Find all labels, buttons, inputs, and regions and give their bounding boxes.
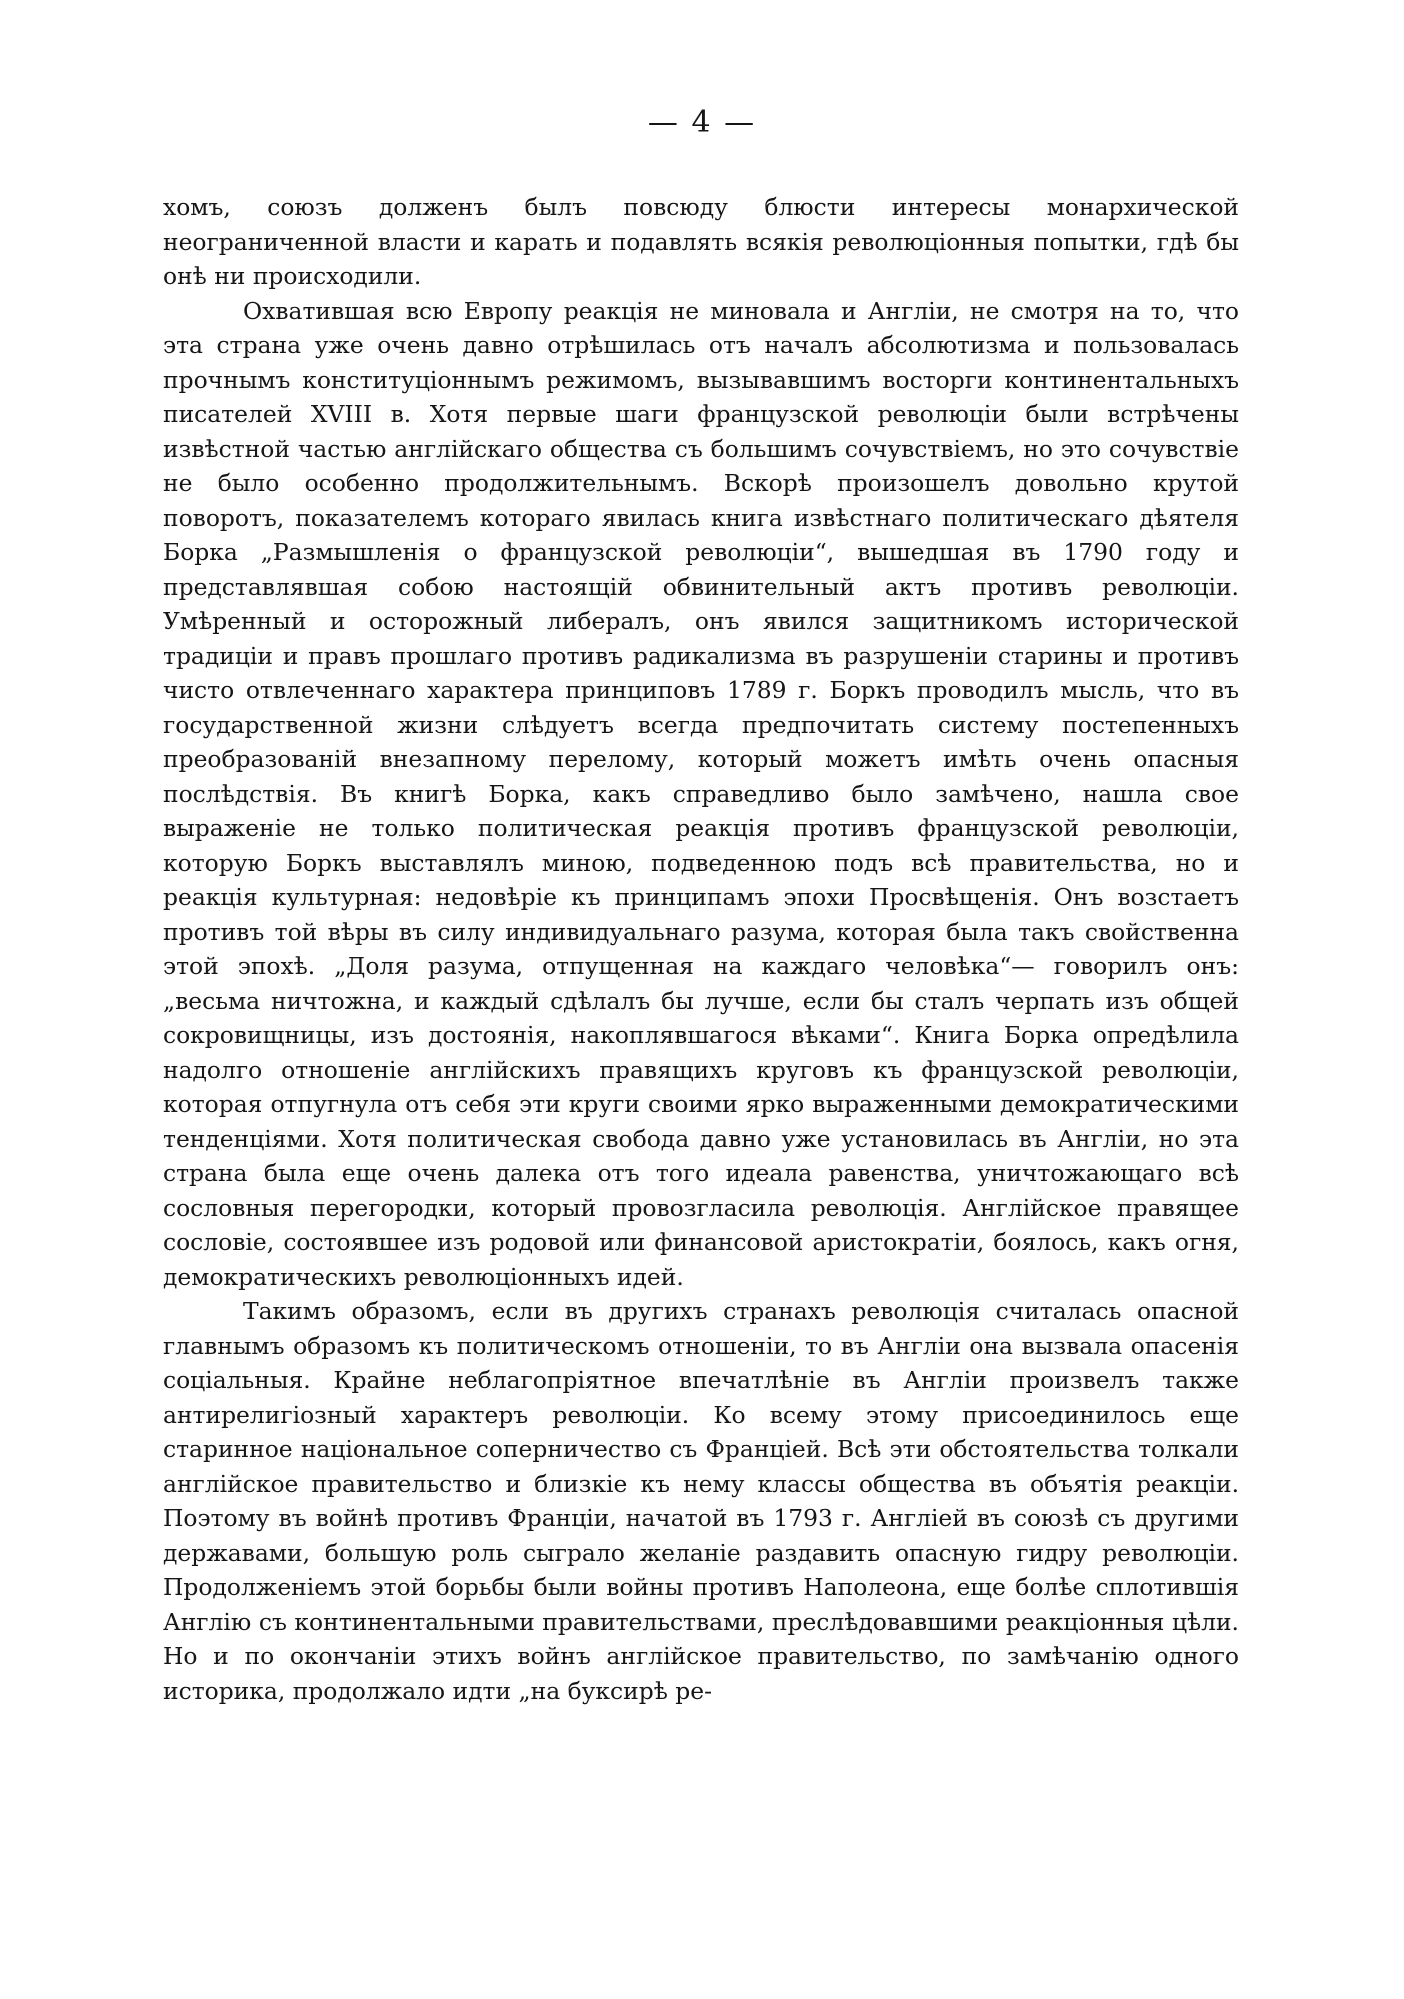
paragraph-continuation: хомъ, союзъ долженъ былъ повсюду блюсти интересы монархической неограниченной власти и карать и подавлять всякія революціонныя попытки, гдѣ бы онѣ ни происходили. [163, 193, 1239, 290]
paragraph-england-reaction: Охватившая всю Европу реакція не миновала и Англіи, не смотря на то, что эта страна уже очень давно отрѣшилась отъ началъ абсолютизма и пользовалась прочнымъ конституціоннымъ режимомъ, вызывавшимъ восторги континентальныхъ писателей XVIII в. Хотя первые шаги французской революціи были встрѣчены извѣстной частью англійскаго общества съ большимъ сочувствіемъ, но это сочувствіе не было особенно продолжительнымъ. Вскорѣ произошелъ довольно крутой поворотъ, показателемъ котораго явилась книга извѣстнаго политическаго дѣятеля Борка „Размышленія о французской революціи“, вышедшая въ 1790 году и представлявшая собою настоящій обвинительный актъ противъ революціи. Умѣренный и осторожный либералъ, онъ явился защитникомъ исторической традиціи и правъ прошлаго противъ радикализма въ разрушеніи старины и противъ чисто отвлеченнаго характера принциповъ 1789 г. Боркъ проводилъ мысль, что въ государственной жизни слѣдуетъ всегда предпочитать систему постепенныхъ преобразованій внезапному перелому, который можетъ имѣть очень опасныя послѣдствія. Въ книгѣ Борка, какъ справедливо было замѣчено, нашла свое выраженіе не только политическая реакція противъ французской революціи, которую Боркъ выставлялъ миною, подведенною подъ всѣ правительства, но и реакція культурная: недовѣріе къ принципамъ эпохи Просвѣщенія. Онъ возстаетъ противъ той вѣры въ силу индивидуальнаго разума, которая была такъ свойственна этой эпохѣ. „Доля разума, отпущенная на каждаго человѣка“— говорилъ онъ: „весьма ничтожна, и каждый сдѣлалъ бы лучше, если бы сталъ черпать изъ общей сокровищницы, изъ достоянія, накоплявшагося вѣками“. Книга Борка опредѣлила надолго отношеніе англійскихъ правящихъ круговъ къ французской революціи, которая отпугнула отъ себя эти круги своими ярко выраженными демократическими тенденціями. Хотя политическая свобода давно уже установилась въ Англіи, но эта страна была еще очень далека отъ того идеала равенства, уничтожающаго всѣ сословныя перегородки, который провозгласила революція. Англійское правящее сословіе, состоявшее изъ родовой или финансовой аристократіи, боялось, какъ огня, демократическихъ революціонныхъ идей. [163, 296, 1239, 1291]
body-text [163, 190, 1239, 1708]
paragraph-social-fears: Такимъ образомъ, если въ другихъ странахъ революція считалась опасной главнымъ образомъ къ политическомъ отношеніи, то въ Англіи она вызвала опасенія соціальныя. Крайне неблагопріятное впечатлѣніе въ Англіи произвелъ также антирелигіозный характеръ революціи. Ко всему этому присоединилось еще старинное національное соперничество съ Франціей. Всѣ эти обстоятельства толкали англійское правительство и близкіе къ нему классы общества въ объятія реакціи. Поэтому въ войнѣ противъ Франціи, начатой въ 1793 г. Англіей въ союзѣ съ другими державами, большую роль сыграло желаніе раздавить опасную гидру революціи. Продолженіемъ этой борьбы были войны противъ Наполеона, еще болѣе сплотившія Англію съ континентальными правительствами, преслѣдовавшими реакціонныя цѣли. Но и по окончаніи этихъ войнъ англійское правительство, по замѣчанію одного историка, продолжало идти „на буксирѣ ре- [163, 1297, 1239, 1705]
page-number: — 4 — [647, 105, 757, 140]
